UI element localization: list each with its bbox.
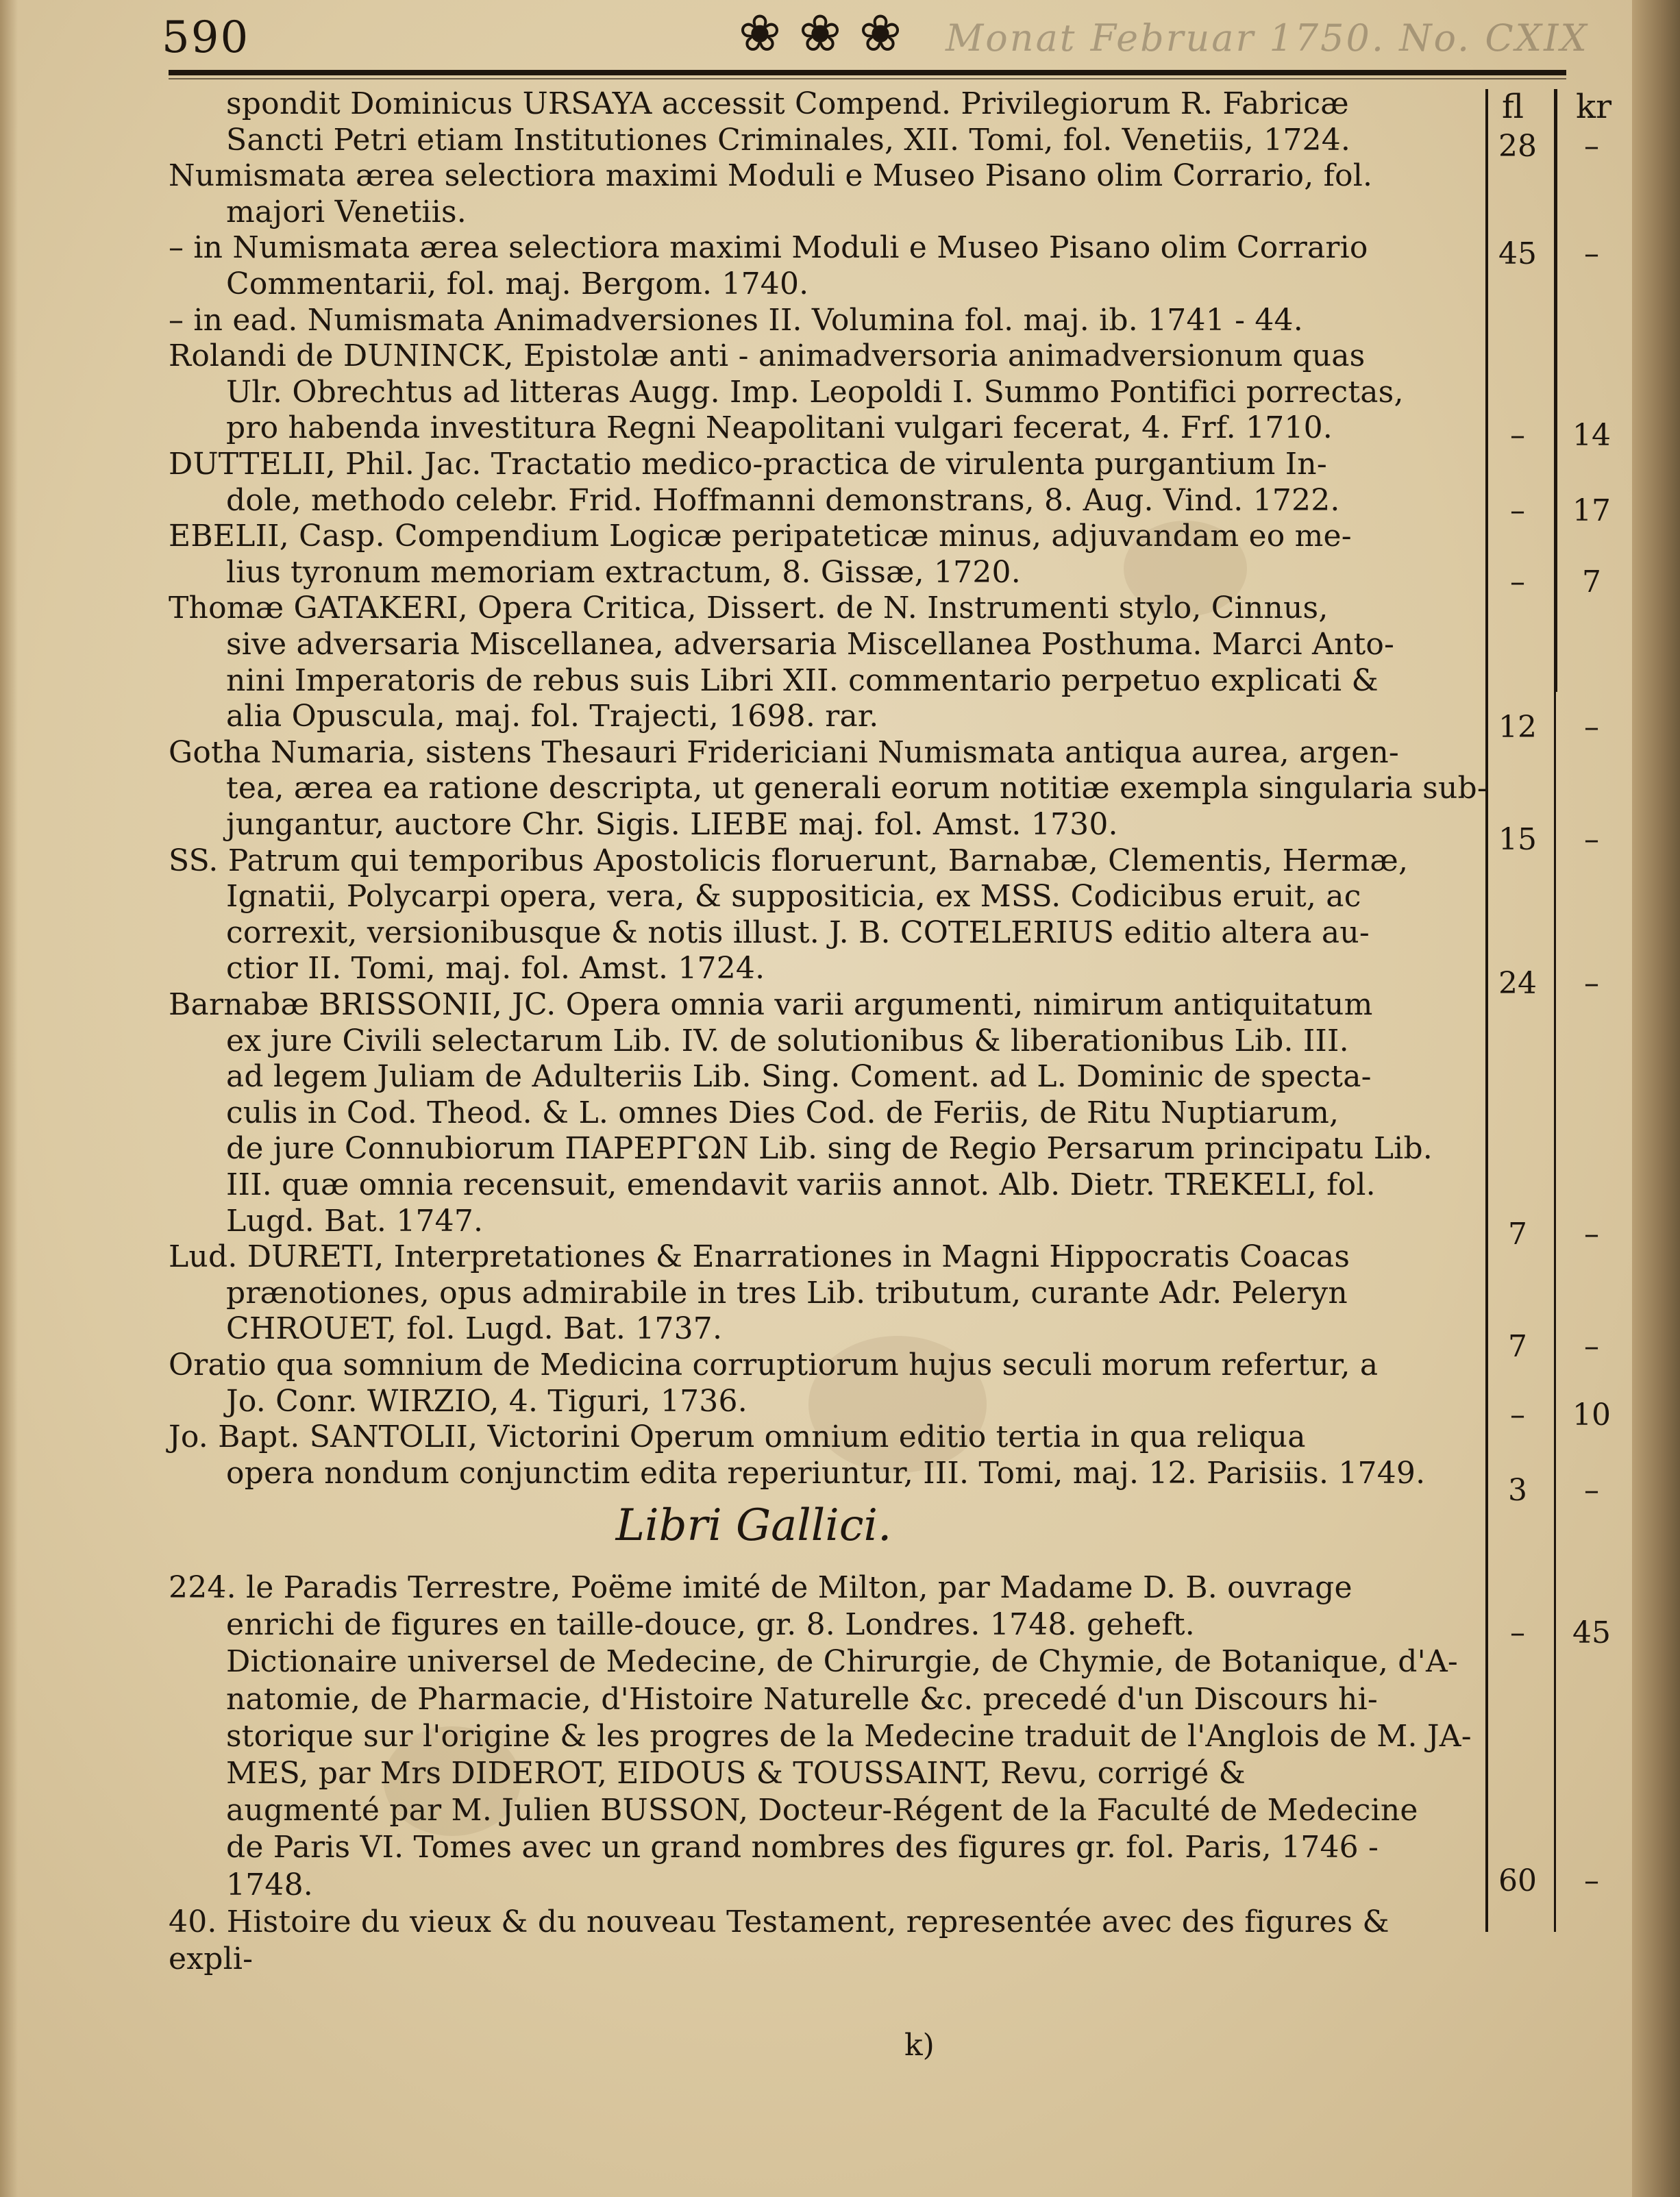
price-kr: – bbox=[1584, 710, 1599, 745]
price-kr: – bbox=[1584, 1217, 1599, 1252]
page-edge-right bbox=[1632, 0, 1680, 2197]
text-line: ctior II. Tomi, maj. fol. Amst. 1724. bbox=[226, 951, 765, 986]
text-line: augmenté par M. Julien BUSSON, Docteur-Régent de la Faculté de Medecine bbox=[226, 1793, 1418, 1828]
text-line: natomie, de Pharmacie, d'Histoire Naturelle &c. precedé d'un Discours hi- bbox=[226, 1681, 1378, 1717]
price-fl: – bbox=[1510, 1398, 1525, 1432]
price-kr: – bbox=[1584, 129, 1599, 164]
text-line: DUTTELII, Phil. Jac. Tractatio medico-practica de virulenta purgantium In- bbox=[169, 447, 1327, 482]
text-line: 224. le Paradis Terrestre, Poëme imité de Milton, par Madame D. B. ouvrage bbox=[169, 1570, 1352, 1605]
text-line: correxit, versionibusque & notis illust. J. B. COTELERIUS editio altera au- bbox=[226, 915, 1370, 950]
text-line: pro habenda investitura Regni Neapolitani vulgari fecerat, 4. Frf. 1710. bbox=[226, 410, 1333, 446]
text-line: lius tyronum memoriam extractum, 8. Gissæ, 1720. bbox=[226, 554, 1021, 590]
header-ornament: ❀❀❀ bbox=[739, 4, 920, 63]
text-line: sive adversaria Miscellanea, adversaria Miscellanea Posthuma. Marci Anto- bbox=[226, 627, 1395, 662]
price-fl: – bbox=[1510, 564, 1525, 599]
text-line: Numismata ærea selectiora maximi Moduli e Museo Pisano olim Corrario, fol. bbox=[169, 158, 1373, 194]
text-line: SS. Patrum qui temporibus Apostolicis floruerunt, Barnabæ, Clementis, Hermæ, bbox=[169, 843, 1409, 878]
section-title: Libri Gallici. bbox=[615, 1500, 892, 1551]
column-header-kr: kr bbox=[1576, 88, 1612, 126]
text-line: EBELII, Casp. Compendium Logicæ peripateticæ minus, adjuvandam eo me- bbox=[169, 519, 1352, 554]
price-kr: 14 bbox=[1572, 418, 1611, 453]
text-line: CHROUET, fol. Lugd. Bat. 1737. bbox=[226, 1311, 723, 1347]
text-line: Gotha Numaria, sistens Thesauri Fridericiani Numismata antiqua aurea, argen- bbox=[169, 734, 1399, 770]
price-fl: 3 bbox=[1508, 1473, 1527, 1508]
text-line: Commentarii, fol. maj. Bergom. 1740. bbox=[226, 266, 809, 301]
price-kr: 17 bbox=[1572, 493, 1611, 528]
price-kr: – bbox=[1584, 236, 1599, 271]
text-line: prænotiones, opus admirabile in tres Lib. tributum, curante Adr. Peleryn bbox=[226, 1275, 1348, 1311]
column-header-fl: fl bbox=[1502, 88, 1524, 126]
text-line: culis in Cod. Theod. & L. omnes Dies Cod. de Feriis, de Ritu Nuptiarum, bbox=[226, 1095, 1339, 1130]
page-number: 590 bbox=[162, 12, 250, 63]
price-kr: – bbox=[1584, 966, 1599, 1001]
text-line: Lugd. Bat. 1747. bbox=[226, 1203, 484, 1239]
header-rule-thin bbox=[169, 78, 1566, 79]
column-rule-bold bbox=[1554, 89, 1557, 692]
text-line: III. quæ omnia recensuit, emendavit variis annot. Alb. Dietr. TREKELI, fol. bbox=[226, 1167, 1376, 1202]
header-rule bbox=[169, 70, 1566, 75]
text-line: Oratio qua somnium de Medicina corruptiorum hujus seculi morum refertur, a bbox=[169, 1348, 1379, 1382]
text-line: alia Opuscula, maj. fol. Trajecti, 1698. rar. bbox=[226, 699, 879, 734]
price-kr: – bbox=[1584, 1473, 1599, 1508]
price-fl: 24 bbox=[1498, 966, 1537, 1001]
price-fl: 45 bbox=[1498, 236, 1537, 271]
text-line: de Paris VI. Tomes avec un grand nombres des figures gr. fol. Paris, 1746 - bbox=[226, 1830, 1379, 1865]
price-kr: 7 bbox=[1582, 564, 1601, 599]
text-line: opera nondum conjunctim edita reperiuntur, III. Tomi, maj. 12. Parisiis. 1749. bbox=[226, 1455, 1426, 1491]
text-line: storique sur l'origine & les progres de la Medecine traduit de l'Anglois de M. JA- bbox=[226, 1718, 1472, 1754]
text-line: Lud. DURETI, Interpretationes & Enarrationes in Magni Hippocratis Coacas bbox=[169, 1239, 1350, 1275]
price-kr: 10 bbox=[1572, 1398, 1611, 1432]
page-edge-left bbox=[0, 0, 18, 2197]
text-line: – in Numismata ærea selectiora maximi Moduli e Museo Pisano olim Corrario bbox=[169, 230, 1368, 266]
price-fl: 60 bbox=[1498, 1863, 1537, 1898]
text-line: dole, methodo celebr. Frid. Hoffmanni demonstrans, 8. Aug. Vind. 1722. bbox=[226, 482, 1340, 518]
text-line: ad legem Juliam de Adulteriis Lib. Sing. Coment. ad L. Dominic de specta- bbox=[226, 1059, 1372, 1095]
text-line: Dictionaire universel de Medecine, de Chirurgie, de Chymie, de Botanique, d'A- bbox=[226, 1644, 1458, 1680]
price-kr: – bbox=[1584, 1863, 1599, 1898]
text-line: expli- bbox=[169, 1941, 254, 1976]
text-line: Barnabæ BRISSONII, JC. Opera omnia varii argumenti, nimirum antiquitatum bbox=[169, 987, 1373, 1022]
text-line: jungantur, auctore Chr. Sigis. LIEBE maj. fol. Amst. 1730. bbox=[226, 807, 1118, 842]
text-line: MES, par Mrs DIDEROT, EIDOUS & TOUSSAINT, Revu, corrigé & bbox=[226, 1756, 1246, 1791]
text-line: de jure Connubiorum ΠΑΡΕΡΓΩΝ Lib. sing de Regio Persarum principatu Lib. bbox=[226, 1131, 1433, 1167]
text-line: nini Imperatoris de rebus suis Libri XII. commentario perpetuo explicati & bbox=[226, 662, 1379, 698]
price-fl: 28 bbox=[1498, 129, 1537, 164]
price-kr: 45 bbox=[1572, 1615, 1611, 1650]
price-fl: – bbox=[1510, 493, 1525, 528]
text-line: – in ead. Numismata Animadversiones II. Volumina fol. maj. ib. 1741 - 44. bbox=[169, 302, 1303, 338]
text-line: Rolandi de DUNINCK, Epistolæ anti - animadversoria animadversionum quas bbox=[169, 338, 1366, 374]
text-line: 1748. bbox=[226, 1867, 313, 1902]
price-kr: – bbox=[1584, 1329, 1599, 1364]
text-line: tea, ærea ea ratione descripta, ut generali eorum notitiæ exempla singularia sub- bbox=[226, 771, 1487, 806]
text-line: Ignatii, Polycarpi opera, vera, & suppositicia, ex MSS. Codicibus eruit, ac bbox=[226, 879, 1361, 915]
price-kr: – bbox=[1584, 822, 1599, 857]
price-fl: – bbox=[1510, 1615, 1525, 1650]
text-line: majori Venetiis. bbox=[226, 194, 467, 229]
text-line: Sancti Petri etiam Institutiones Criminales, XII. Tomi, fol. Venetiis, 1724. bbox=[226, 122, 1351, 158]
text-line: Jo. Conr. WIRZIO, 4. Tiguri, 1736. bbox=[226, 1383, 748, 1419]
text-line: Thomæ GATAKERI, Opera Critica, Dissert. de N. Instrumenti stylo, Cinnus, bbox=[169, 591, 1329, 626]
price-fl: – bbox=[1510, 418, 1525, 453]
price-fl: 15 bbox=[1498, 822, 1537, 857]
price-fl: 12 bbox=[1498, 710, 1537, 745]
header-bleed-through: Monat Februar 1750. No. CXIX bbox=[946, 16, 1589, 60]
text-line: ex jure Civili selectarum Lib. IV. de solutionibus & liberationibus Lib. III. bbox=[226, 1023, 1349, 1058]
text-line: Jo. Bapt. SANTOLII, Victorini Operum omnium editio tertia in qua reliqua bbox=[169, 1419, 1306, 1455]
price-fl: 7 bbox=[1508, 1217, 1527, 1252]
text-line: enrichi de figures en taille-douce, gr. 8. Londres. 1748. geheft. bbox=[226, 1607, 1195, 1643]
signature-mark: k) bbox=[904, 2028, 935, 2063]
text-line: Ulr. Obrechtus ad litteras Augg. Imp. Leopoldi I. Summo Pontifici porrectas, bbox=[226, 374, 1404, 410]
text-line: 40. Histoire du vieux & du nouveau Testament, representée avec des figures & bbox=[169, 1904, 1389, 1939]
text-line: spondit Dominicus URSAYA accessit Compend. Privilegiorum R. Fabricæ bbox=[226, 86, 1349, 121]
price-fl: 7 bbox=[1508, 1329, 1527, 1364]
